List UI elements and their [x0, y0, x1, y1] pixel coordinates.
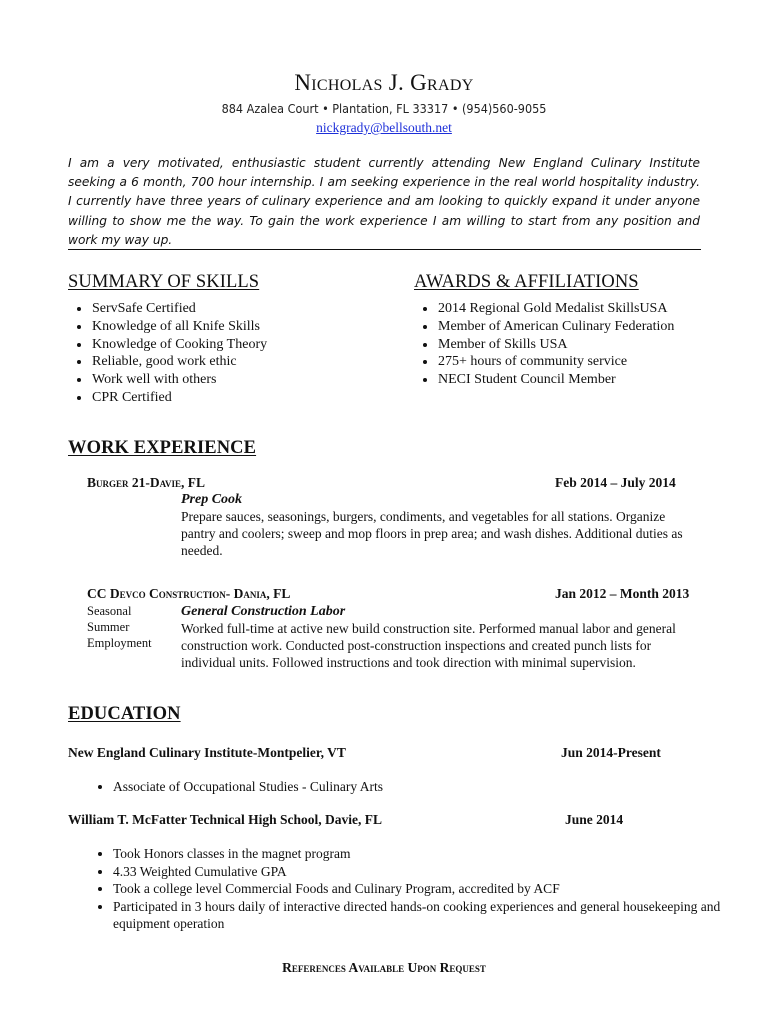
work-heading: WORK EXPERIENCE — [68, 438, 257, 458]
job-title: General Construction Labor — [181, 604, 346, 619]
list-item: • 275+ hours of community service — [437, 353, 737, 371]
note-line: Employment — [87, 636, 152, 650]
school-dates: June 2014 — [565, 812, 624, 827]
job-title: Prep Cook — [181, 492, 243, 507]
list-item: • Took a college level Commercial Foods and Culinary Program, accredited by ACF — [113, 880, 743, 898]
job-employer: CC Devco Construction- Dania, FL — [87, 586, 291, 601]
job-dates: Feb 2014 – July 2014 — [555, 475, 676, 490]
list-item: • 2014 Regional Gold Medalist SkillsUSA — [437, 300, 737, 318]
list-item: • Participated in 3 hours daily of interactive directed hands-on cooking experiences and general housekeeping and equipment operation — [113, 898, 743, 933]
job-description: Prepare sauces, seasonings, burgers, condiments, and vegetables for all stations. Organize pantry and coolers; sweep and mop floors in prep area; and wash dishes. Additional duties as needed. — [181, 509, 683, 558]
skills-heading: SUMMARY OF SKILLS — [68, 272, 260, 292]
header-divider — [68, 249, 701, 250]
school-details — [68, 778, 743, 796]
school-name: New England Culinary Institute-Montpelier, VT — [68, 745, 346, 760]
school-dates: Jun 2014-Present — [561, 745, 661, 760]
awards-list — [414, 300, 737, 389]
school-details — [68, 845, 743, 933]
contact-line: 884 Azalea Court • Plantation, FL 33317 • (954)560-9055 — [221, 101, 547, 116]
list-item: • Took Honors classes in the magnet program — [113, 845, 743, 863]
list-item: • Work well with others — [91, 371, 391, 389]
employment-note — [87, 603, 177, 651]
list-item: • ServSafe Certified — [91, 300, 391, 318]
list-item: • 4.33 Weighted Cumulative GPA — [113, 863, 743, 881]
list-item: • Member of American Culinary Federation — [437, 318, 737, 336]
list-item: • Associate of Occupational Studies - Culinary Arts — [113, 778, 743, 796]
job-description: Worked full-time at active new build construction site. Performed manual labor and general construction work. Conducted post-construction inspections and created punch lists for individual units. Followed instructions and took direction with minimal supervision. — [181, 621, 676, 670]
note-line: Summer — [87, 620, 130, 634]
school-name: William T. McFatter Technical High School, Davie, FL — [68, 812, 383, 827]
list-item: • NECI Student Council Member — [437, 371, 737, 389]
education-heading: EDUCATION — [68, 704, 181, 724]
list-item: • Member of Skills USA — [437, 336, 737, 354]
references-note: References Available Upon Request — [282, 960, 486, 975]
list-item: • Reliable, good work ethic — [91, 353, 391, 371]
note-line: Seasonal — [87, 604, 132, 618]
job-dates: Jan 2012 – Month 2013 — [555, 586, 690, 601]
job-employer: Burger 21-Davie, FL — [87, 475, 205, 490]
list-item: • Knowledge of all Knife Skills — [91, 318, 391, 336]
list-item: • Knowledge of Cooking Theory — [91, 336, 391, 354]
list-item: • CPR Certified — [91, 389, 391, 407]
skills-list — [68, 300, 391, 407]
awards-heading: AWARDS & AFFILIATIONS — [414, 272, 639, 292]
email-link[interactable]: nickgrady@bellsouth.net — [316, 120, 452, 135]
objective-paragraph: I am a very motivated, enthusiastic student currently attending New England Culinary Institute seeking a 6 month, 700 hour internship. I am seeking experience in the real world hospitality industry. I currently have three years of culinary experience and am looking to quickly expand it under anyone willing to show me the way. To gain the work experience I am willing to start from any position and work my way up. — [68, 156, 700, 247]
candidate-name: Nicholas J. Grady — [294, 70, 474, 95]
